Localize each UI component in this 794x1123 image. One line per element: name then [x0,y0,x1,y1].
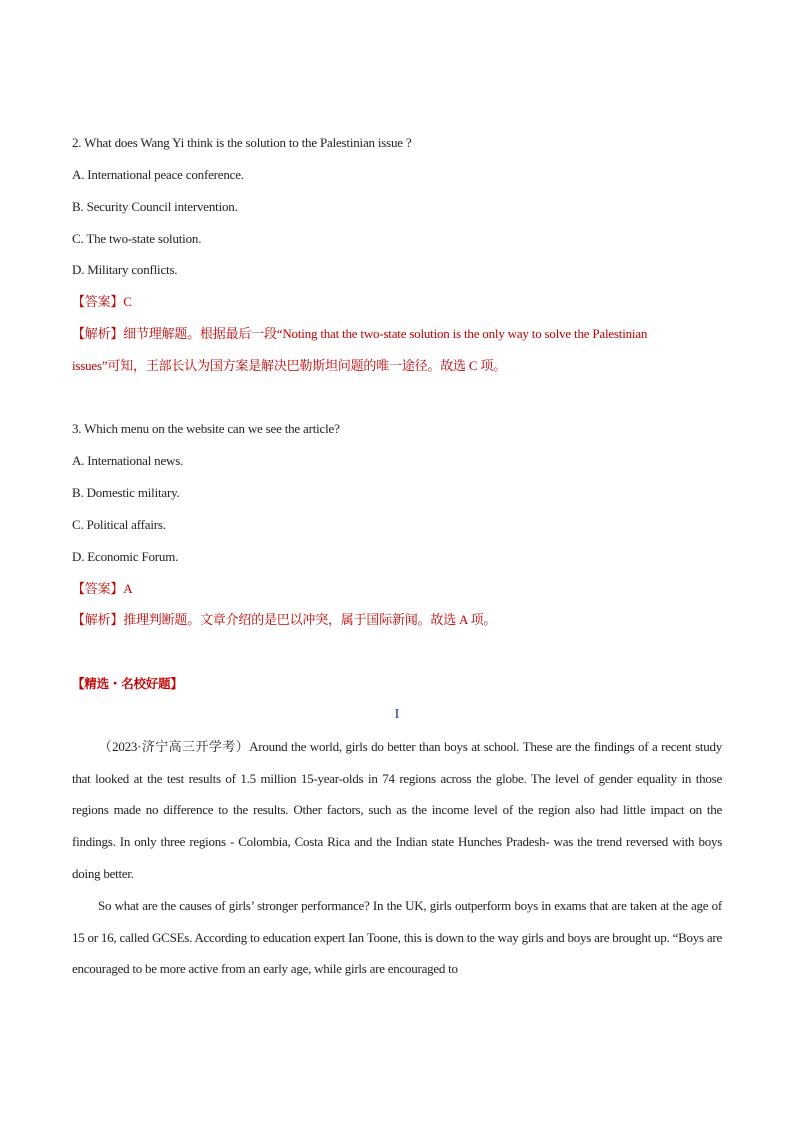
q2-analysis-line-2: issues”可知，王部长认为国方案是解决巴勒斯坦问题的唯一途径。故选 C 项。 [72,358,507,373]
section-heading: 【精选・名校好题】 [72,676,183,691]
paragraph-1-text: （2023·济宁高三开学考）Around the world, girls do better than boys at school. These are the findings of a recent study that looked at the test results of 1.5 million 15-year-olds in 74 regions across the globe. The level of gender equality in those regions made no difference to the results. Other factors, such as the income level of the region also had little impact on the findings. In only three regions - Colombia, Costa Rica and the Indian state Hunches Pradesh- was the trend reversed with boys doing better. [72,739,722,881]
q3-option-d: D. Economic Forum. [72,549,179,564]
answer-value: A [123,581,133,596]
q3-option-c: C. Political affairs. [72,517,166,532]
document-page [72,0,722,1123]
analysis-tag: 【解析】 [72,326,124,341]
q2-option-c: C. The two-state solution. [72,231,202,246]
q2-option-b: B. Security Council intervention. [72,199,238,214]
question-3-text: 3. Which menu on the website can we see the article? [72,421,340,436]
q3-option-a: A. International news. [72,453,184,468]
analysis-text: 细节理解题。根据最后一段“Noting that the two-state solution is the only way to solve the Palestinian [123,326,648,341]
answer-tag: 【答案】 [72,581,124,596]
passage-paragraph-2 [72,890,722,985]
q3-answer [72,581,132,597]
passage-number: I [394,707,400,722]
paragraph-2-text: So what are the causes of girls’ stronger performance? In the UK, girls outperform boys in exams that are taken at the age of 15 or 16, called GCSEs. According to education expert Ian Toone, this is down to the way girls and boys are brought up. “Boys are encouraged to be more active from an early age, while girls are encouraged to [72,898,722,977]
q3-analysis [72,612,496,628]
q3-option-b: B. Domestic military. [72,485,180,500]
question-2-text: 2. What does Wang Yi think is the solution to the Palestinian issue ? [72,135,412,150]
q2-option-a: A. International peace conference. [72,167,244,182]
answer-tag: 【答案】 [72,294,124,309]
q2-option-d: D. Military conflicts. [72,262,178,277]
answer-value: C [123,294,132,309]
q2-analysis-line-1 [72,326,647,342]
analysis-tag: 【解析】 [72,612,124,627]
q2-answer [72,294,132,310]
passage-paragraph-1 [72,731,722,890]
analysis-text: 推理判断题。文章介绍的是巴以冲突，属于国际新闻。故选 A 项。 [123,612,497,627]
